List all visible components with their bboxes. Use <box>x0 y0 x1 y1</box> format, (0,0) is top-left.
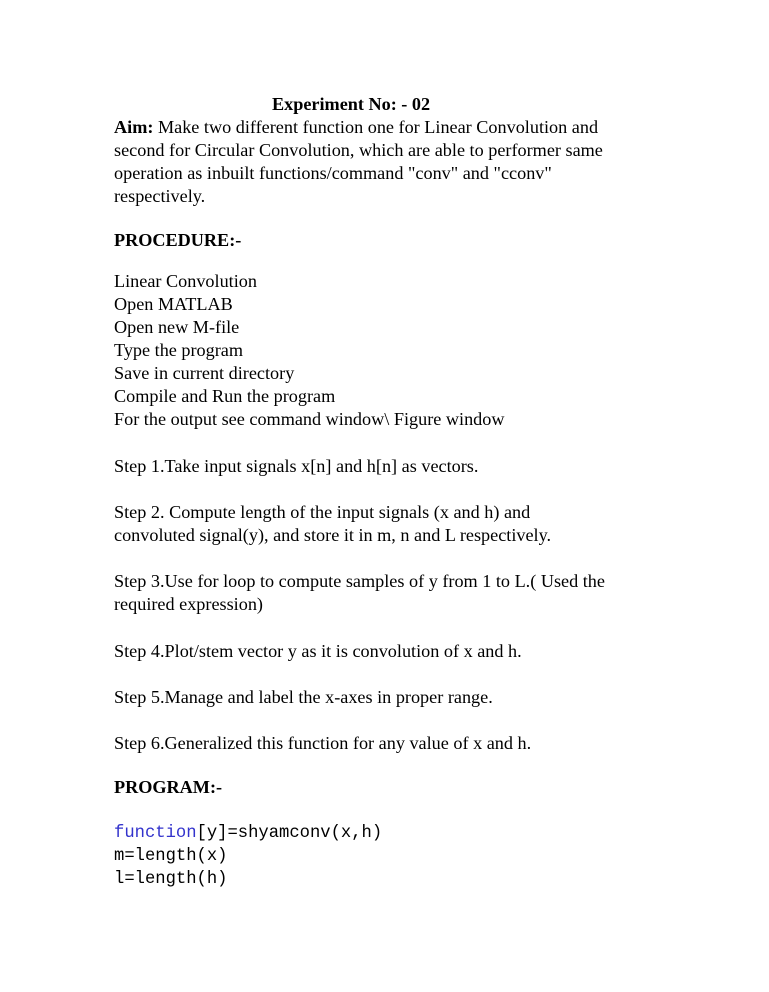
step-2 <box>114 501 551 547</box>
procedure-item: Open new M-file <box>114 317 240 337</box>
step-6 <box>114 732 531 755</box>
aim-line-1 <box>114 116 674 139</box>
procedure-item: Type the program <box>114 340 244 360</box>
procedure-list <box>114 270 504 431</box>
aim-line-2: second for Circular Convolution, which are able to performer same <box>114 140 603 160</box>
step-line: Step 1.Take input signals x[n] and h[n] as vectors. <box>114 456 479 476</box>
step-1 <box>114 455 478 478</box>
step-3 <box>114 570 605 616</box>
code-line-2: m=length(x) <box>114 847 228 866</box>
step-line: Step 5.Manage and label the x-axes in proper range. <box>114 687 493 707</box>
step-4 <box>114 640 522 663</box>
step-5 <box>114 686 493 709</box>
procedure-heading: PROCEDURE:- <box>114 230 242 250</box>
procedure-item: Save in current directory <box>114 363 295 383</box>
procedure-item: For the output see command window\ Figure window <box>114 409 505 429</box>
step-line: Step 4.Plot/stem vector y as it is convolution of x and h. <box>114 641 522 661</box>
code-text: [y]=shyamconv(x,h) <box>196 824 383 843</box>
code-block <box>114 822 382 891</box>
step-line: required expression) <box>114 594 263 614</box>
step-line: Step 2. Compute length of the input signals (x and h) and <box>114 502 531 522</box>
aim-line-4: respectively. <box>114 186 206 206</box>
procedure-item: Compile and Run the program <box>114 386 336 406</box>
aim-text-1: Make two different function one for Linear Convolution and <box>153 117 599 137</box>
procedure-item: Open MATLAB <box>114 294 233 314</box>
step-line: Step 3.Use for loop to compute samples of y from 1 to L.( Used the <box>114 571 605 591</box>
code-line-3: l=length(h) <box>114 870 228 889</box>
code-keyword: function <box>114 824 197 843</box>
aim-line-3: operation as inbuilt functions/command "conv" and "cconv" <box>114 163 552 183</box>
step-line: convoluted signal(y), and store it in m, n and L respectively. <box>114 525 552 545</box>
step-line: Step 6.Generalized this function for any value of x and h. <box>114 733 532 753</box>
aim-label: Aim: <box>114 117 154 137</box>
code-line-1 <box>114 822 382 845</box>
procedure-item: Linear Convolution <box>114 271 257 291</box>
page-title: Experiment No: - 02 <box>272 94 431 114</box>
aim-paragraph <box>114 116 674 208</box>
program-heading: PROGRAM:- <box>114 777 223 797</box>
